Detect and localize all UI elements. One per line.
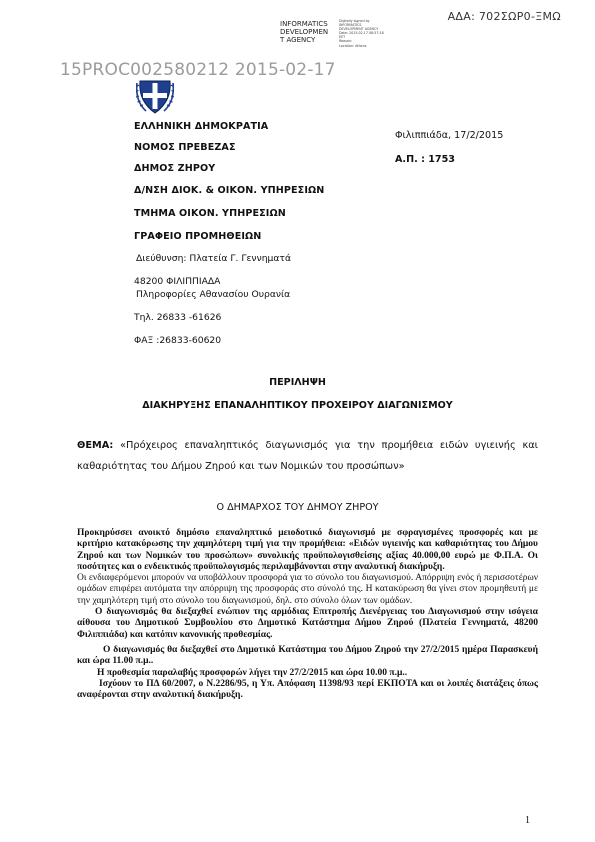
mayor-heading: Ο ΔΗΜΑΡΧΟΣ ΤΟΥ ΔΗΜΟΥ ΖΗΡΟΥ <box>216 502 379 513</box>
fax-line: ΦΑΞ :26833-60620 <box>134 335 222 346</box>
signature-line: EET <box>339 35 346 40</box>
place-date: Φιλιππιάδα, 17/2/2015 <box>395 130 504 141</box>
signature-line: Reason: <box>339 39 353 44</box>
signature-line: Digitally signed by <box>339 19 370 23</box>
deadline-paragraph: Η προθεσμία παραλαβής προσφορών λήγει την 27/2/2015 και ώρα 10.00 π.μ.. <box>97 667 408 678</box>
info-line: Πληροφορίες Αθανασίου Ουρανία <box>136 289 291 300</box>
signature-line: Date: 2015.02.17 08:57:18 <box>339 31 384 36</box>
agency-line: DEVELOPMEN <box>280 28 329 36</box>
ada-code: ΑΔΑ: 702ΣΩΡ0-ΞΜΩ <box>447 10 561 23</box>
postal-line: 48200 ΦΙΛΙΠΠΙΑΔΑ <box>134 276 221 287</box>
directorate-line: Δ/ΝΣΗ ΔΙΟΚ. & ΟΙΚΟΝ. ΥΠΗΡΕΣΙΩΝ <box>134 185 325 196</box>
signature-line: Location: Athens <box>339 43 367 48</box>
municipality-line: ΔΗΜΟΣ ΖΗΡΟΥ <box>134 163 216 174</box>
summary-heading: ΠΕΡΙΛΗΨΗ <box>269 377 326 388</box>
subject-paragraph <box>77 435 538 477</box>
agency-line: INFORMATICS <box>280 20 328 28</box>
committee-paragraph: Ο διαγωνισμός θα διεξαχθεί ενώπιον της αρμόδιας Επιτροπής Διενέργειας του Διαγωνισμού στην ισόγεια αίθουσα του Δημοτικού Συμβουλίου στο Δημοτικό Κατάστημα Δήμου Ζηρού (Πλατεία Γεννηματά, 48200 Φιλιππιάδα) και κατόπιν κανονικής προθεσμίας. <box>77 607 538 640</box>
offers-paragraph: Οι ενδιαφερόμενοι μπορούν να υποβάλλουν προσφορά για το σύνολο του διαγωνισμού. Απόρριψη ενός ή περισσοτέρων ομάδων επιφέρει αυτόματα την απόρριψη της προσφοράς στο σύνολό της. Η κατακύρωση θα γίνει στον προμηθευτή με την χαμηλότερη τιμή στο σύνολο του διαγωνισμού, δηλ. στο σύνολο όλων των ομάδων. <box>77 573 538 606</box>
declaration-heading: ΔΙΑΚΗΡΥΞΗΣ ΕΠΑΝΑΛΗΠΤΙΚΟΥ ΠΡΟΧΕΙΡΟΥ ΔΙΑΓΩΝΙΣΜΟΥ <box>142 400 453 411</box>
subject-label: ΘΕΜΑ: <box>77 440 114 451</box>
republic-line: ΕΛΛΗΝΙΚΗ ΔΗΜΟΚΡΑΤΙΑ <box>134 121 269 132</box>
subject-text: «Πρόχειρος επαναληπτικός διαγωνισμός για την προμήθεια ειδών υγιεινής και καθαριότητας του Δήμου Ζηρού και των Νομικών του προσώπων» <box>77 440 538 472</box>
agency-name <box>280 20 338 44</box>
prefecture-line: ΝΟΜΟΣ ΠΡΕΒΕΖΑΣ <box>134 142 236 153</box>
address-line: Διεύθυνση: Πλατεία Γ. Γεννηματά <box>136 253 292 264</box>
date-paragraph: Ο διαγωνισμός θα διεξαχθεί στο Δημοτικό Κατάστημα του Δήμου Ζηρού την 27/2/2015 ημέρα Παρασκευή και ώρα 11.00 π.μ.. <box>77 644 538 667</box>
department-line: ΤΜΗΜΑ ΟΙΚΟΝ. ΥΠΗΡΕΣΙΩΝ <box>134 208 286 219</box>
page-number: 1 <box>525 815 530 826</box>
announcement-paragraph: Προκηρύσσει ανοικτό δημόσιο επαναληπτικό μειοδοτικό διαγωνισμό με σφραγισμένες προσφορές και με κριτήριο κατακύρωσης την χαμηλότερη τιμή για την προμήθεια: «Ειδών υγιεινής και καθαριότητας του Δήμου Ζηρού και των Νομικών του προσώπων» συνολικής προϋπολογισθείσης αξίας 40.000,00 ευρώ με Φ.Π.Α. Οι ποσότητες και ο ενδεικτικός προϋπολογισμός περιλαμβάνονται στην αναλυτική διακήρυξη. <box>77 528 538 572</box>
phone-line: Τηλ. 26833 -61626 <box>134 312 222 323</box>
body-text <box>77 528 538 701</box>
office-line: ΓΡΑΦΕΙΟ ΠΡΟΜΗΘΕΙΩΝ <box>134 231 262 242</box>
signature-line: DEVELOPMENT AGENCY <box>339 27 379 32</box>
protocol-number: Α.Π. : 1753 <box>395 154 455 165</box>
agency-line: T AGENCY <box>280 36 316 44</box>
digital-signature-block <box>339 19 399 48</box>
protocol-watermark: 15PROC002580212 2015-02-17 <box>60 60 336 80</box>
signature-line: INFORMATICS <box>339 23 362 28</box>
legislation-paragraph: Ισχύουν το ΠΔ 60/2007, ο Ν.2286/95, η Υπ. Απόφαση 11398/93 περί ΕΚΠΟΤΑ και οι λοιπές διατάξεις όπως αναφέρονται στην αναλυτική διακήρυξη. <box>77 678 538 701</box>
